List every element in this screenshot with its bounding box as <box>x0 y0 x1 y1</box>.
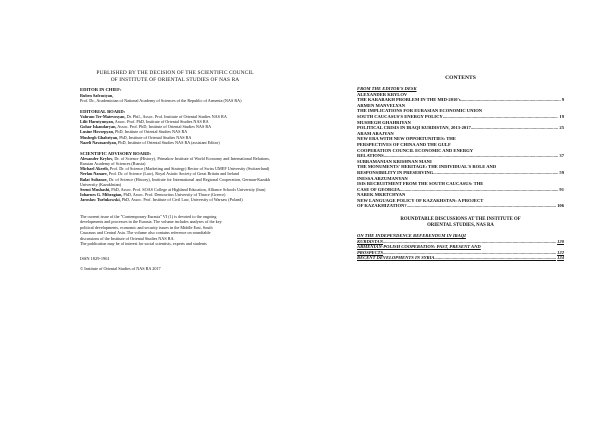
toc-list <box>357 92 564 209</box>
member-desc: Assoc. Prof. PhD, Institute of Oriental Studies NAS RA <box>116 124 212 130</box>
toc-leader-dots <box>384 153 559 159</box>
description-line: The current issue of the "Contemporary Eurasia" VI (1) is devoted to the ongoing <box>80 214 217 219</box>
member-desc: PhD, Assoc. Prof. SOAS College at Highland Education, Alliance Schools University (Iran) <box>110 186 266 192</box>
description-line: developments and processes in the Eurasia. The volume includes analyses of the key <box>80 219 222 225</box>
toc-title-text: RECENT DEVELOPMENTS IN SYRIA <box>357 255 435 261</box>
toc-title-text: ISIS RECRUITMENT FROM THE SOUTH CAUCASUS: THE <box>357 181 484 187</box>
toc-entry-title <box>357 153 564 159</box>
advisory-board-label: SCIENTIFIC ADVISORY BOARD: <box>80 150 152 156</box>
member-name: Lusine Hovsepyan, <box>80 129 114 135</box>
toc-leader-dots <box>461 97 561 103</box>
member-name: Vahram Ter-Matevosyan, <box>80 114 126 120</box>
roundtable-list <box>357 233 564 261</box>
toc-leader-dots <box>434 255 556 261</box>
publisher-header-line: PUBLISHED BY THE DECISION OF THE SCIENTIFIC COUNCIL <box>96 70 254 76</box>
member-name: Bulat Sultanov, <box>80 176 108 182</box>
editor-desc: Prof. Dr., Academician of National Academy of Sciences of the Republic of Armenia (NAS RA) <box>80 97 242 103</box>
toc-leader-dots <box>471 125 559 131</box>
toc-page-number: 124 <box>557 255 564 261</box>
member-name: Nazeli Navasardyan, <box>80 139 117 145</box>
toc-page-number: 122 <box>557 249 564 255</box>
toc-page-number: 25 <box>559 125 564 131</box>
board-member <box>80 156 270 166</box>
toc-title-text: PERSPECTIVES OF CHINA AND THE GULF <box>357 141 451 147</box>
toc-leader-dots <box>407 203 556 209</box>
copyright: © Institute of Oriental Studies of NAS RA 2017 <box>80 265 161 271</box>
toc-leader-dots <box>400 187 558 193</box>
member-desc: Dr. Phil., Assoc. Prof. Institute of Oriental Studies NAS RA <box>125 114 227 120</box>
member-desc: PhD, Institute of Oriental Studies NAS RA <box>118 134 192 140</box>
editor-label: EDITOR IN CHIEF: <box>80 87 122 93</box>
description-line: political developments, economic and security issues in the Middle East, South <box>80 224 213 230</box>
toc-page-number: 59 <box>559 169 564 175</box>
member-name: Michael Akerib, <box>80 166 109 172</box>
toc-author: ARAM ABAJYAN <box>357 130 394 136</box>
toc-title-text: RESPONSIBILITY IN PRESERVING <box>357 169 434 175</box>
member-desc: PhD, Assoc. Prof. Democritus University of Thrace (Greece) <box>122 191 226 197</box>
board-member <box>80 140 270 145</box>
toc-entry-title <box>357 125 564 131</box>
member-desc: Prof. Dr. of Science (Law), Royal Asiatic Society of Great Britain and Ireland <box>107 171 240 177</box>
member-name: Mushegh Ghahriyan, <box>80 134 119 140</box>
toc-title-text: THE MONUMENTS' HERITAGE: THE INDIVIDUAL'S ROLE AND <box>357 164 497 170</box>
member-name: Ioharnes G. Mihragian, <box>80 191 123 197</box>
member-desc: Dr. of Science (History), Institute for International and Regional Cooperation, German-Kazakh University (Kazakhstan) <box>80 176 270 187</box>
toc-title-text: RELATIONS <box>357 153 384 159</box>
toc-author: NAREK MKRTCHYAN <box>357 192 406 198</box>
editorial-board-label: EDITORIAL BOARD: <box>80 108 126 114</box>
contents-title: CONTENTS <box>445 75 476 81</box>
toc-entry-title <box>357 114 564 120</box>
issue-description <box>80 214 270 246</box>
member-name: Gohar Iskandaryan, <box>80 124 117 130</box>
member-name: Seemi Mushashi, <box>80 186 111 192</box>
toc-title-text: PROSPECTS <box>357 249 384 255</box>
member-desc: PhD, Assoc. Prof. Institute of Civil Law, University of Warsaw (Poland) <box>120 196 243 202</box>
toc-title-text: CASE OF GEORGIA <box>357 186 400 192</box>
right-page <box>300 0 600 424</box>
toc-title-text: ON THE INDEPENDENCE REFERENDUM IN IRAQI <box>357 233 466 239</box>
toc-page-number: 19 <box>559 113 564 119</box>
editor-name: Ruben Safrastyan, <box>80 92 114 98</box>
toc-author: MUSHEGH GHAHRIYAN <box>357 119 411 125</box>
toc-author: ARMEN MANVELYAN <box>357 102 406 108</box>
toc-title-text: ARMENIAN-POLISH COOPERATION: PAST, PRESENT AND <box>357 244 481 250</box>
member-desc: Dr. of Science (History), Primakov Institute of World Economy and International Relations, Russian Academy of Sciences (Russia) <box>80 156 270 167</box>
toc-leader-dots <box>433 170 558 176</box>
publisher-header-line: OF INSTITUTE OF ORIENTAL STUDIES OF NAS RA <box>110 76 240 83</box>
board-member <box>80 177 270 187</box>
toc-leader-dots <box>443 114 559 120</box>
roundtable-heading <box>357 217 564 229</box>
member-desc: Prof. Dr. of Science (Marketing and Strategy) Rector of Swiss UMEF University (Switzerland) <box>108 166 270 172</box>
editors-desk-heading: FROM THE EDITOR'S DESK <box>357 86 417 91</box>
toc-page-number: 37 <box>559 153 564 159</box>
member-desc: PhD, Institute of Oriental Studies NAS RA (assistant Editor) <box>117 139 220 145</box>
toc-title-text: THE KARABAKH PROBLEM IN THE MID-2010's <box>357 97 461 103</box>
description-line: The publication may be of interest for social scientists, experts and students <box>80 241 207 247</box>
member-desc: PhD, Institute of Oriental Studies NAS RA <box>113 129 188 135</box>
advisory-board-list <box>80 156 270 202</box>
toc-page-number: 106 <box>557 203 564 209</box>
toc-title-text: NEW ERA WITH NEW OPPORTUNITIES: THE <box>357 136 456 142</box>
member-desc: Assoc. Prof. PhD, Institute of Oriental Studies NAS RA <box>113 119 209 125</box>
toc-title-text: SOUTH CAUCASUS'S ENERGY POLICY <box>357 113 443 119</box>
toc-entry-title <box>357 170 564 176</box>
issn: ISSN 1829-1961 <box>80 256 110 262</box>
toc-title-text: OF KAZAKHIZATION? <box>357 203 407 209</box>
description-line: Caucasus and Central Asia. The volume also contains reference on roundtable <box>80 230 211 236</box>
toc-entry-title <box>357 203 564 209</box>
member-name: Alexander Krylov, <box>80 156 114 162</box>
toc-page-number: 91 <box>559 186 564 192</box>
toc-entry-title <box>357 255 564 261</box>
roundtable-heading-line: ROUNDTABLE DISCUSSIONS AT THE INSTITUTE OF <box>400 217 521 223</box>
toc-author: INESSA ARZUMANYAN <box>357 175 408 181</box>
member-name: Jaroslaw Turlukowski, <box>80 196 121 202</box>
toc-title-text: POLITICAL CRISIS IN IRAQI KURDISTAN, 2013-2017 <box>357 125 471 131</box>
member-name: Lilit Harutyunyan, <box>80 119 114 125</box>
description-line: discussions of the Institute of Oriental Studies NAS RA. <box>80 235 175 241</box>
toc-page-number: 9 <box>561 97 564 103</box>
roundtable-heading-line: ORIENTAL STUDIES, NAS RA <box>427 223 494 229</box>
board-member <box>80 197 270 202</box>
toc-entry-title <box>357 97 564 103</box>
toc-title-text: KURDISTAN <box>357 238 384 244</box>
publisher-header <box>80 70 270 83</box>
member-name: Nerlan Nanaev, <box>80 171 108 177</box>
toc-author: ALEXANDER KRYLOV <box>357 91 408 97</box>
toc-title-text: NEW LANGUAGE POLICY OF KAZAKHSTAN: A PROJECT <box>357 197 484 203</box>
editorial-board-list <box>80 114 270 145</box>
toc-title-text: COOPERATION COUNCIL ECONOMIC AND ENERGY <box>357 147 474 153</box>
toc-title-text: THE IMPLICATIONS FOR EURASIAN ECONOMIC UNION <box>357 108 483 114</box>
toc-author: SUBRAMANIAN KRISHNAN MANI <box>357 158 432 164</box>
toc-page-number: 120 <box>557 238 564 244</box>
